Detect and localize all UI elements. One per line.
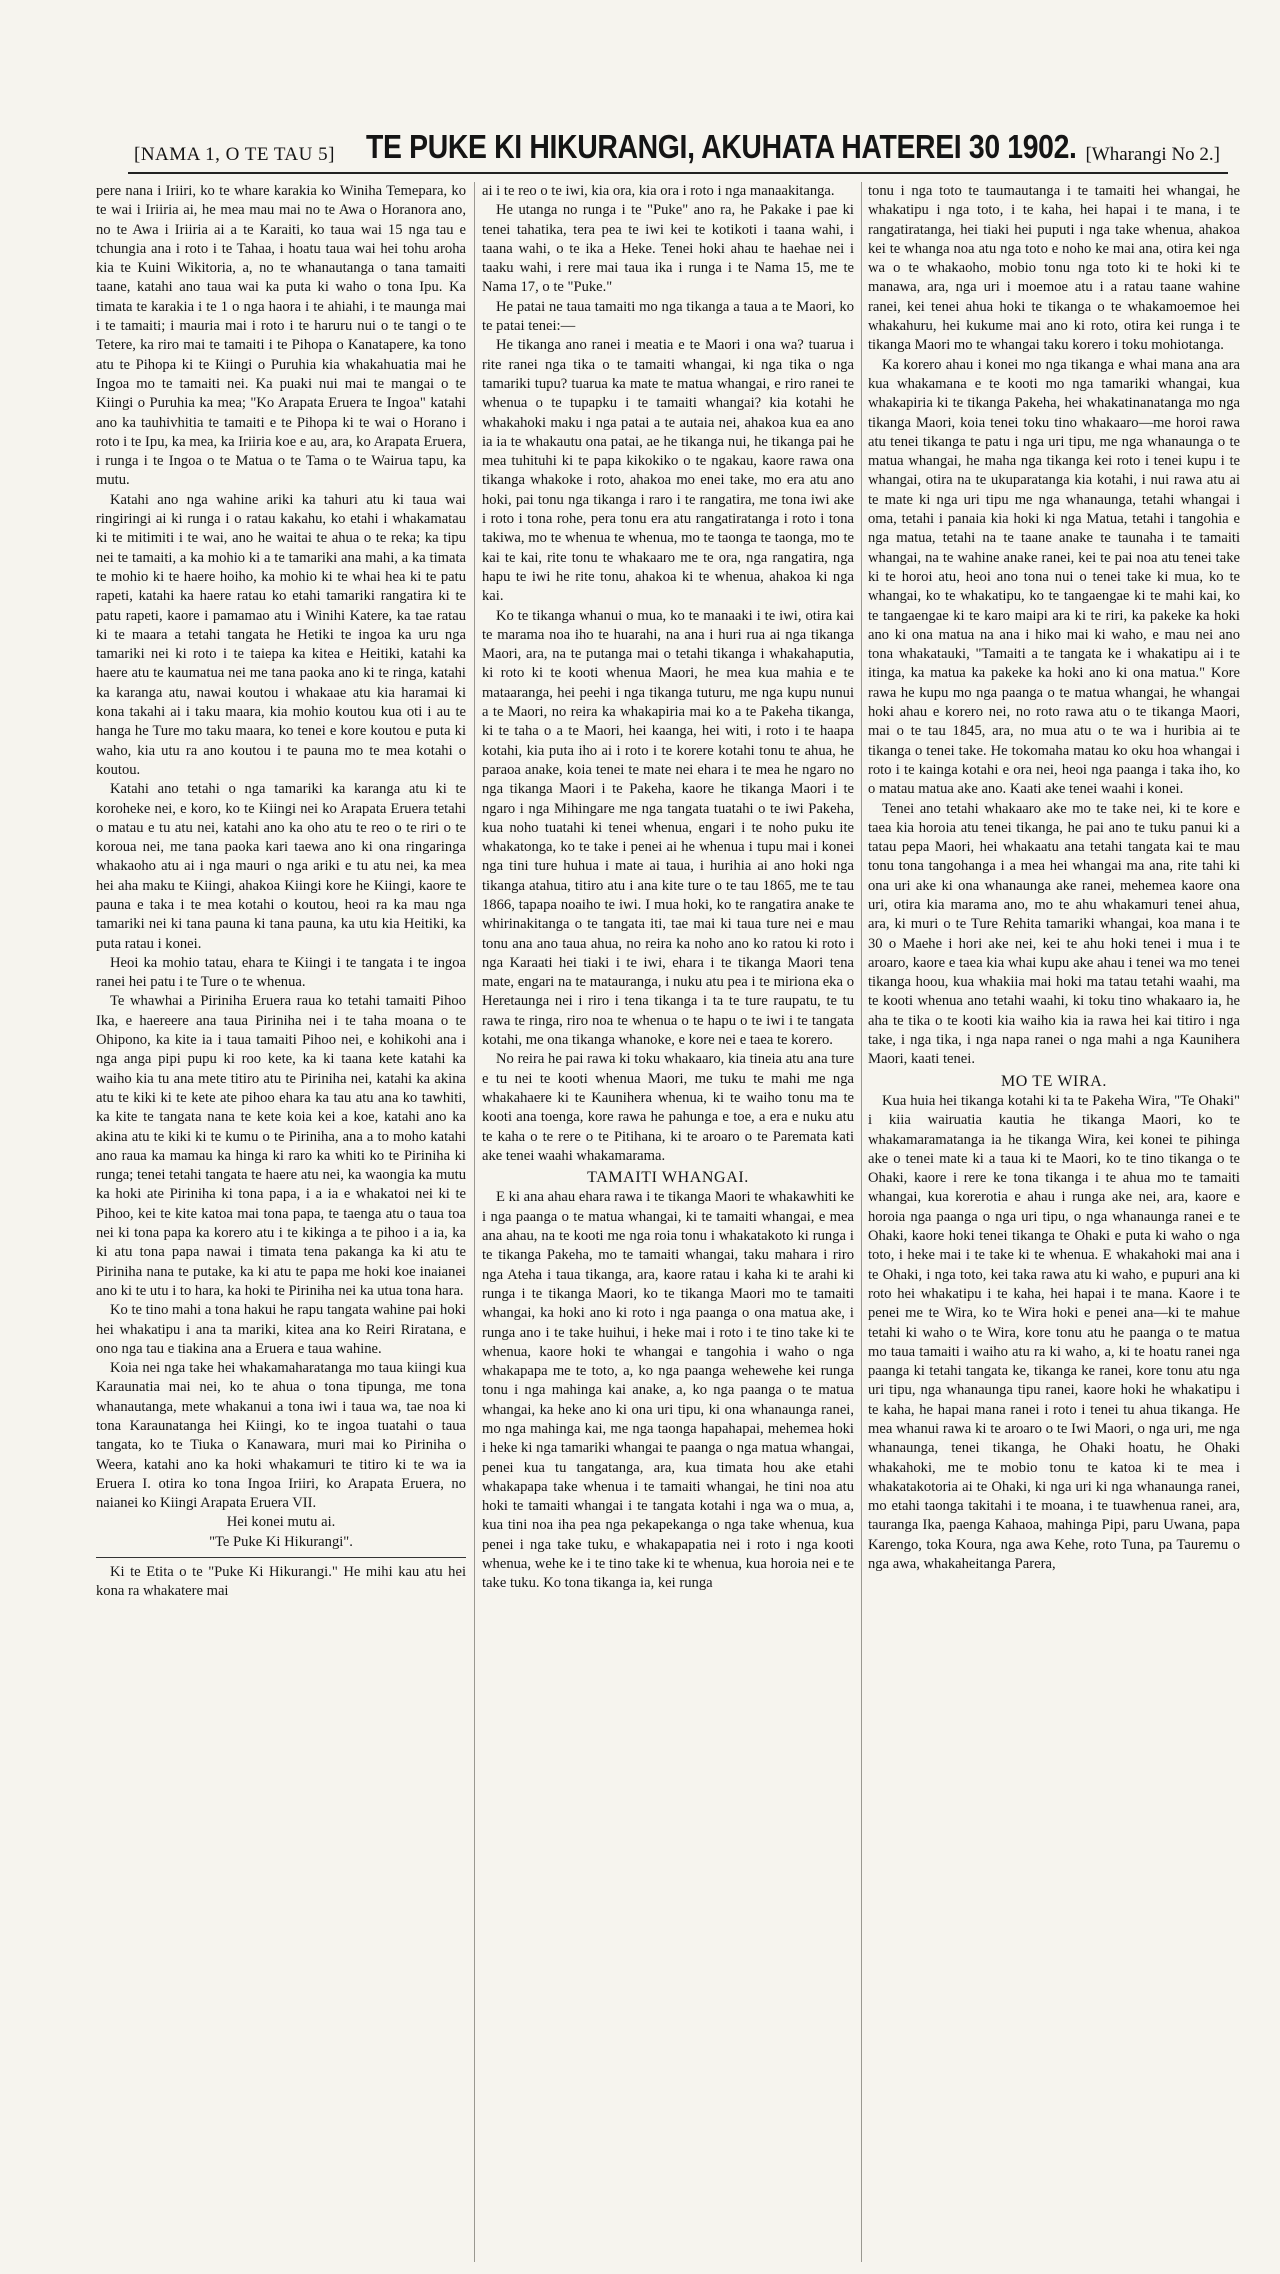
article-paragraph: pere nana i Iriiri, ko te whare karakia ko Winiha Temepara, ko te wai i Iriiria ai, he mea mau mai no te Awa o Horanora ano, no te Awa i Iriiria ai a te Karaiti, ko taua wai 15 nga tau e tchungia ana i roto i te Tahaa, i hoatu taua wai hei tohu aroha kia te Kuini Wikitoria, a, no te whanautanga o tana tamaiti taane, katahi ano taua wai ka puta ki waho o tona Ipu. Ka timata te karakia i te 1 o nga haora i te ahiahi, i te maunga mai i te tamaiti; i mauria mai i roto i te haruru nui o te tangi o te Tetere, ka riro mai te tamaiti i te Pihopa o Kanatapere, ka tono atu te Pihopa ki te Kiingi o Puruhia kia whakahuatia mai he Ingoa mo te tamaiti nei. Ka puaki nui mai te mangai o te Kiingi o Puruhia ka mea; "Ko Arapata Eruera te Ingoa" katahi ano ka tauhivhitia te tamaiti e te Pihopa ki te wai o Horano i roto i te Ipu, ka mea, ka Iriiria koe e au, ara, ko Arapata Eruera, i runga i te Ingoa o te Matua o te Tama o te Wairua tapu, ka mutu.: [96, 183, 466, 489]
article-paragraph: No reira he pai rawa ki toku whakaaro, kia tineia atu ana ture e tu nei te kooti whenua Maori, me tuku te mahi me nga whakahaere ki te Kaunihera whenua, ki te waiho tonu ma te kooti ana toenga, kore rawa he pahunga e toe, a era e nuku atu te kaha o te rere o te Pitihana, ki te aroaro o te Paremata kati ake tenei waahi whakamarama.: [482, 1051, 854, 1164]
article-paragraph: Ko te tino mahi a tona hakui he rapu tangata wahine pai hoki hei whakatipu i ana ta mariki, kitea ana ko Reiri Riratana, e ono nga tau e tiakina ana a Eruera e taua wahine.: [96, 1302, 466, 1357]
article-paragraph: Kua huia hei tikanga kotahi ki ta te Pakeha Wira, "Te Ohaki" i kiia wairuatia kautia he tikanga Maori, ko te whakamaramatanga ia he tikanga Wira, kei konei te pihinga ake o tenei mate ki a taua ki te Maori, ko te tino tikanga o te Ohaki, kaore i rere ke tona tikanga i te ahua mo te tamaiti whangai, kua korerotia e ahau i runga ake nei, ara, kaore e horoia nga paanga o nga uri tipu, o nga whanaunga ranei e te Ohaki, kaore hoki tenei tikanga te Ohaki e puta ki waho o nga toto, i heke mai i te take ki te whenua. E whakahoki mai ana i te Ohaki, i nga toto, kei taka rawa atu ki waho, e pupuri ana ki roto hei whakatipu i te kaha, hei hapai i te mana. Kaore i te penei me te Wira, ko te Wira hoki e penei ana—ki te mahue tetahi ki waho o te Wira, kore tonu atu he paanga o te matua mo taua tamaiti i waiho atu ra ki waho, a, ki te hoatu ranei nga paanga ki tetahi tangata ke, tikanga ke ranei, kore tonu atu nga uri tipu, nga whanaunga tipu ranei, kaore hoki he whakatipu i te kaha, he hapai mana ranei i roto i tenei tu ahua tikanga. He mea whanui rawa ki te aroaro o te Iwi Maori, o nga uri, me nga whanaunga, tenei tikanga, he Ohaki hoatu, he Ohaki whakahoki, me te mobio tonu te katoa ki te mea i whakatakotoria ai te Ohaki, ki nga uri ki nga whanaunga ranei, mo etahi taonga takitahi i te moana, i te tuawhenua ranei, ara, tauranga Ika, paenga Kahaoa, mahinga Pipi, paru Uwana, papa Karengo, toka Koura, nga awa Kehe, roto Tuna, pa Tauremu o nga awa, whakaheitanga Parera,: [868, 1092, 1240, 1573]
article-paragraph: Heoi ka mohio tatau, ehara te Kiingi i te tangata i te ingoa ranei hei patu i te Ture o te whenua.: [96, 954, 466, 991]
article-paragraph: Koia nei nga take hei whakamaharatanga mo taua kiingi kua Karaunatia mai nei, ko te ahua o tona tipunga, me tona whanautanga, mete whakanui a tona iwi i taua wa, tae noa ki tona Karaunatanga hei Kiingi, ko te ingoa tuatahi o taua tangata, ko te Tiuka o Kanawara, muri mai ko Piriniha o Weera, katahi ano ka hoki whakamuri te titiro ki te wa ia Eruera I. otira ko tona Ingoa Iriiri, ko Arapata Eruera, no naianei ko Kiingi Arapata Eruera VII.: [96, 1360, 466, 1512]
column-divider: [861, 182, 862, 2262]
masthead: [128, 128, 1228, 174]
letter-opening: Ki te Etita o te "Puke Ki Hikurangi." He mihi kau atu hei kona ra whakatere mai: [96, 1564, 466, 1600]
article-paragraph: ai i te reo o te iwi, kia ora, kia ora i roto i nga manaakitanga.: [482, 183, 835, 199]
article-paragraph: tonu i nga toto te taumautanga i te tamaiti hei whangai, he whakatipu i nga toto, i te kaha, hei hapai i te mana, i te rangatiratanga, hei tiaki hei puputi i nga take whenua, ahakoa kei te whanga noa atu nga toto e noho ke mai ana, otira kei nga wa o te whakaoho, mobio tonu nga toto ki te hoki ki te manawa, ara, nga uri i moemoe atu i a ratau taane wahine ranei, kei tenei ahua hoki te tikanga o te whakamoemoe hei whakahuru, hei kukume mai ano ki roto, otira kei runga i te tikanga Maori mo te whangai taku korero i toku mohiotanga.: [868, 183, 1240, 354]
column-3: [868, 182, 1240, 2267]
article-paragraph: He utanga no runga i te "Puke" ano ra, he Pakake i pae ki tenei tahatika, tera pea te iwi kei te kotikoti i taana wahi, i taana wahi, o te ika a Heke. Tenei hoki ahau te haehae nei i taaku wahi, i rere mai taua ika i runga i te Nama 15, me te Nama 17, o te "Puke.": [482, 202, 854, 296]
section-heading-mo-te-wira: MO TE WIRA.: [1000, 1072, 1107, 1090]
newspaper-title: TE PUKE KI HIKURANGI, AKUHATA HATEREI 30 1902.: [366, 128, 1077, 165]
article-paragraph: Katahi ano nga wahine ariki ka tahuri atu ki taua wai ringiringi ai ki runga i o ratau kakahu, ko etahi i whakamatau ki te mitimiti i te wai, ano he waitai te ahua o te reka; ka tipu nei te tamaiti, a ka mohio ki a te tamariki ana mahi, a ka timata te mohio ki te haere hoiho, ka mohio ki te whai hea ki te patu rapeti, katahi ka haere ratau ko etahi tamariki rangatira ki te patu rapeti, kaore i pamamao atu i Winihi Katere, ka tae ratau ki te maara a tetahi tangata he Hetiki te ingoa ka uru nga tamariki nei ki roto i te taiepa ka kitea e Heitiki, katahi ka haere atu te kaumatua nei me tana paoka ano ki te ringa, katahi ka karanga atu, nawai koutou i whakaae atu kia haramai ki kona takahi ai i taku maara, kia mohio koutou kua oti i au te hanga he Ture mo taku maara, ko tenei e kore koutou e puta ki waho, kia utu ra ano koutou i te pauna mo te mea kotahi o koutou.: [96, 491, 466, 778]
article-paragraph: Katahi ano tetahi o nga tamariki ka karanga atu ki te koroheke nei, e koro, ko te Kiingi nei ko Arapata Eruera tetahi o matau e tu atu nei, katahi ano ka oho atu te reo o te riri o te koroua nei, me tana paoka kari taewa ano ki ona ringaringa whakaoho atu ai i nga mauri o nga ariki e tu atu nei, ka mea hei aha maku te Kiingi, ahakoa Kiingi kore he Kiingi, kaore te pauna e taka i te mea kotahi o koutou, heoi ra ka mau nga tamariki nei ki tana pauna ki tana pauna, ka utu kia Heitiki, ka puta ratau i konei.: [96, 781, 466, 952]
column-2: [482, 182, 854, 2267]
column-divider: [474, 182, 475, 2262]
article-paragraph: Tenei ano tetahi whakaaro ake mo te take nei, ki te kore e taea kia horoia atu tenei tikanga, he pai ano te tuku panui ki a tatau pepa Maori, hei whakaatu ana tetahi tangata kai te mau tonu tona tangohanga i a mea hei whangai ma ana, rite tahi ki ona uri ake ki ona whanaunga ake ranei, mehemea kaore ona uri, otira kia marama ano, mo te ahu whakamuri tenei ahua, ara, ki muri o te Ture Rehita tamariki whangai, koa mana i te 30 o Maehe i hori ake nei, kei te ahu hoki tenei i mua i te aroaro, kaore e taea kia whai kupu ake ahau i tenei wa mo tenei tikanga hoou, kua whakiia mai hoki ma tatau tetahi waahi, ma te kooti whenua ano tetahi waahi, ki toku tino whakaaro ia, he aha te tika o te kooti kia waiho kia ia rawa hei kai titiro i nga take, i nga tika, i nga napa ranei o nga mahi a nga Kaunihera Maori, kaati tenei.: [868, 800, 1240, 1068]
article-paragraph: Ko te tikanga whanui o mua, ko te manaaki i te iwi, otira kai te marama noa iho te huarahi, na ana i huri rua ai nga tikanga Maori, ara, na te putanga mai o tetahi tikanga i whakahaputia, ki roto ki te kooti whenua Maori, he mea kua mahia e te mataaranga, hei peehi i nga tikanga tuturu, me nga kupu nunui a te Maori, no reira ka whakapiria mai ko a te Pakeha tikanga, ki te taha o a te Maori, hei kaanga, hei witi, i roto i te haapa kotahi, kia puta iho ai i roto i te korere kotahi tonu te ahua, he paraoa anake, koia tenei te mate nei ehara i te mea he ngaro no nga tikanga Maori i te Pakeha, kaore he tikanga Maori i te ngaro i nga Mihingare me nga tangata tuatahi o te iwi Pakeha, kua noho tuatahi ki tenei whenua, engari i te noho puku ite whakatonga, ko te take i penei ai he whenua i tupu mai i konei nga tini ture huhua i mate ai taua, i hurihia ai ano hoki nga tikanga atahua, titiro atu i ana kite ture o te tau 1865, me te tau 1866, tapapa noaiho te iwi. I mua hoki, ko te rangatira anake te whirinakitanga o te tangata iti, tae mai ki taua ture nei e mau tonu ana ano taua ahua, no reira ka noho ano ko ratou ki roto i nga Karaati hei tiaki i te iwi, ehara i te tikanga Maori tena mate, engari na te matauranga, i nuku atu pea i te miriona eka o Heretaunga nei i riro i tena tikanga i ta te ture raupatu, te tu rawa te ringa, riro noa te whenua o te hapu o te iwi i te tangata kotahi, me ona tikanga whanoke, e kore nei e taea te korero.: [482, 607, 854, 1049]
issue-number: [NAMA 1, O TE TAU 5]: [134, 144, 335, 165]
article-paragraph: He tikanga ano ranei i meatia e te Maori i ona wa? tuarua i rite ranei nga tika o te tamaiti whangai, ki nga tika o nga tamariki tupu? tuarua ka mate te matua whangai, e riro ranei te whenua o te tupapku i te tamaiti whangai? kia kotahi he whakahoki maku i nga patai a te autaia nei, ahakoa kua ea ano ia ia te whakautu ona patai, ae he tikanga nui, he tikanga pai he mea tuhituhi ki te papa kikokiko o te ngakau, kaore rawa ona tikanga whakoke i roto, ahakoa mo enei take, mo era atu ano hoki, pai tonu nga tikanga i raro i te rangatira, me tona iwi ake i roto i tona rohe, pera tonu era atu rangatiratanga i roto i tona takiwa, mo te whenua te whenua, mo te taonga te taonga, mo te kai te kai, rite tonu te whakaaro me te ora, nga rangatira, nga hapu te iwi he rite tonu, ahakoa ki te whenua, ahakoa ki nga kai.: [482, 337, 854, 605]
article-paragraph: E ki ana ahau ehara rawa i te tikanga Maori te whakawhiti ke i nga paanga o te matua whangai, ki te tamaiti whangai, e mea ana ahau, na te kooti me nga roia tonu i whakatakoto ki runga i te tikanga Pakeha, mo te tamaiti whangai, taku mahara i riro nga Ateha i taua tikanga, ara, kaore ratau i kaha ki te arahi ki runga i te tikanga Maori, ko te tikanga Maori mo te tamaiti whangai, ka hoki ano ki roto i nga paanga o ona matua ake, i runga ano i te take huihui, i heke mai i roto i te tino take ki te whenua, kaore hoki te whangai e tangohia i waho o nga whakapapa me te toto, a, ko nga paanga wehewehe kei runga tonu i nga mahinga kai anake, a, ko nga paanga o te matua whangai, ka heke ano ki ona uri tipu, ki ona whanaunga ranei, mo nga mahinga kai, me nga taonga hapahapai, mehemea hoki i heke ki nga tamariki whangai te paanga o nga matua whangai, penei kua tu tangatanga, ara, kua timata hou ake etahi whakapapa take whenua i te tamaiti whangai, he tini noa atu hoki te tamaiti whangai i te tangata kotahi i nga wa o mua, a, kua tini noa iha pea nga pekapekanga o nga take whenua, kua penei i nga take tuku, e whakapapatia nei i roto i nga kooti whenua, wehe ke i te tino take ki te whenua, kua horoia nei e te take tuku. Ko tona tikanga ia, kei runga: [482, 1189, 854, 1592]
signoff-author: "Te Puke Ki Hikurangi".: [209, 1533, 353, 1550]
article-paragraph: Ka korero ahau i konei mo nga tikanga e whai mana ana ara kua whakamana e te kooti mo nga tamariki whangai, kua whakapiria ki te tikanga Pakeha, hei whakatinanatanga mo nga tikanga Maori, koia tenei toku tino whakaaro—me horoi rawa atu tenei tikanga te patu i nga uri tipu, me nga whanaunga o te matua whangai, he maha nga tikanga kei roto i tenei kupu i te whangai, otira na te ukuparatanga kia kotahi, i nui rawa atu ai te mate ki nga uri tipu me nga whanaunga, tetahi whangai i oma, tetahi i panaia kia hoki ki nga Matua, tetahi i tangohia e nga matua, tetahi na te taane anake te taunaha i te tamaiti whangai, na te wahine anake ranei, kei te pai noa atu tenei take ki te horoi atu, heoi ano tona nui o tenei take ki mua, ko te whangai, ko te whakatipu, ko te tangaengae ki te mahi kai, ko te tangaengae ki te karo maipi ara ki te riri, ka pakeke ka hoki ano ki ona matua na ana i hiko mai ki waho, e mau nei ano tona whakatauki, "Tamaiti a te tangata ke i whakatipu ai i te itinga, ka matua ka pakeke ka hoki ano ki ona matua." Kore rawa he kupu mo nga paanga o te matua whangai, he whangai hoki ahau e korero nei, no roto rawa atu o te tikanga Maori, mai o te tau 1845, ara, no mua atu o te wa i huribia ai te tikanga o tenei take. He tokomaha matau ko oku hoa whangai i roto i te kainga kotahi e ora nei, heoi nga paanga i taka iho, ko o matau matua ake ano. Kaati ake tenei waahi i konei.: [868, 356, 1240, 798]
article-paragraph: Te whawhai a Piriniha Eruera raua ko tetahi tamaiti Pihoo Ika, e haereere ana taua Piriniha nei i te taha moana o te Ohipono, ka kite ia i taua tamaiti Pihoo nei, e kohikohi ana i nga anga pipi pupu ki roo kete, ka ki taana kete katahi ka waiho kia tu ana mete titiro atu te Piriniha nei, katahi ka akina atu te kiki ki te kete ate pihoo ehara ka tau atu ana ko tawhiti, ka kite te tangata nana te kete koia kei a koe, katahi ano ka akina atu te kiki ki te kumu o te Piriniha, ana a to moho katahi ano raua ka mamau ka hinga ki raro ka whiti ko te Piriniha ki runga; tenei tetahi tangata te haere atu nei, ka waongia ka mutu ka hoki ate Piriniha ki tona papa, i a ia e whakatoi nei ki te Pihoo, kei te kite katoa mai tona papa, te taenga atu o taua toa nei ki tona papa ka korero atu i te kikinga a te pihoo i a ia, ka ki atu tona papa nawai i timata tena pakanga ka ki atu te Piriniha nana te putake, ka ki atu te papa me hoki koe inaianei ano ki te utu i to hara, ka hoki te Piriniha nei ka utua tona hara.: [96, 993, 466, 1299]
column-1: [96, 182, 466, 2267]
article-paragraph: He patai ne taua tamaiti mo nga tikanga a taua a te Maori, ko te patai tenei:—: [482, 298, 854, 335]
signoff-line: Hei konei mutu ai.: [226, 1514, 336, 1531]
section-heading-tamaiti-whangai: TAMAITI WHANGAI.: [587, 1169, 749, 1187]
page-number: [Wharangi No 2.]: [1085, 144, 1220, 165]
section-rule: [96, 1557, 466, 1558]
